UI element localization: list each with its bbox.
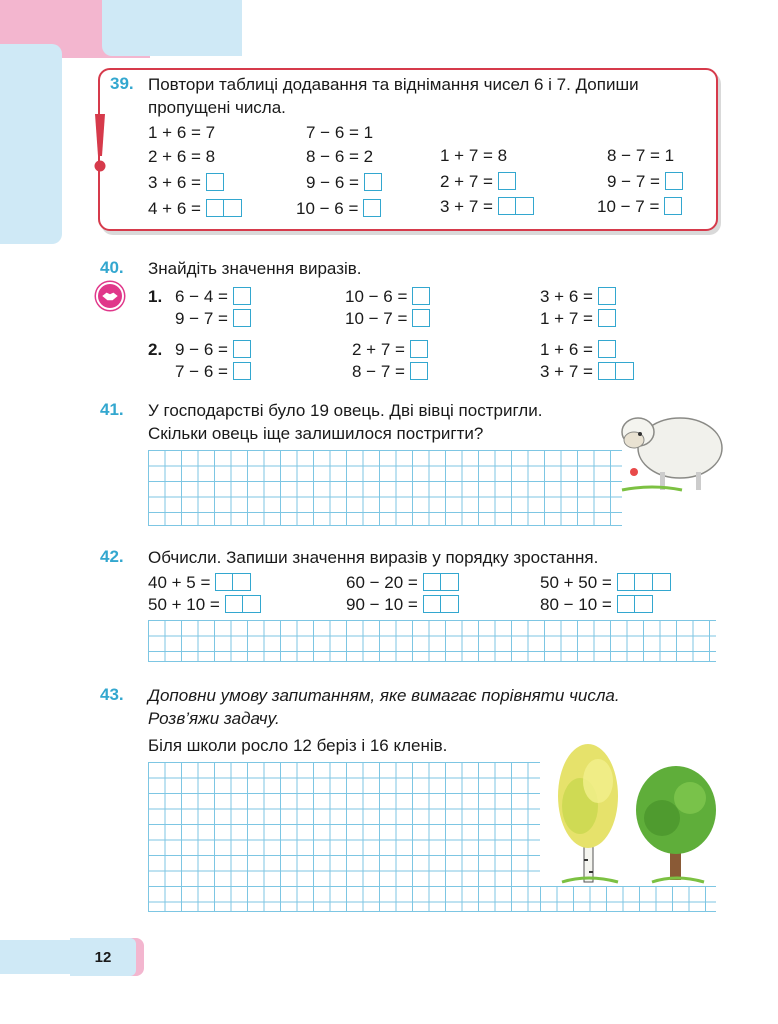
exercise-42-answer-grid[interactable] xyxy=(148,620,716,662)
answer-cell[interactable] xyxy=(598,309,616,327)
equation-with-blank: 60 − 20 = xyxy=(346,572,459,594)
equation: 8 − 7 = 1 xyxy=(607,146,675,165)
answer-cell[interactable] xyxy=(243,595,261,613)
equation-with-blank: 9 − 7 = xyxy=(607,171,683,193)
exercise-39-instruction-line1: Повтори таблиці додавання та віднімання чисел 6 і 7. Допиши xyxy=(148,75,639,94)
answer-cell[interactable] xyxy=(635,573,653,591)
exercise-41-line1: У господарстві було 19 овець. Дві вівці постригли. xyxy=(148,401,543,420)
equation-with-blank: 9 − 7 = xyxy=(175,308,251,330)
answer-cell[interactable] xyxy=(516,197,534,215)
answer-cell[interactable] xyxy=(363,199,381,217)
answer-cell[interactable] xyxy=(233,309,251,327)
answer-cell[interactable] xyxy=(410,362,428,380)
sheep-illustration xyxy=(612,400,724,492)
exercise-43-line2: Розв’яжи задачу. xyxy=(148,709,280,728)
equation: 8 − 6 = 2 xyxy=(306,147,374,166)
answer-cell[interactable] xyxy=(616,362,634,380)
maple-tree-illustration xyxy=(632,760,720,886)
equation-with-blank: 1 + 6 = xyxy=(540,339,616,361)
part-1-label: 1. xyxy=(148,287,163,306)
equation-with-blank: 9 − 6 = xyxy=(306,172,382,194)
equation: 1 + 7 = 8 xyxy=(440,146,508,165)
equation-with-blank: 80 − 10 = xyxy=(540,594,653,616)
exercise-40-number: 40. xyxy=(100,258,124,277)
answer-cell[interactable] xyxy=(410,340,428,358)
equation-with-blank: 3 + 7 = xyxy=(440,196,534,218)
answer-cell[interactable] xyxy=(598,340,616,358)
side-decoration-blue xyxy=(0,44,62,244)
equation-with-blank: 8 − 7 = xyxy=(352,361,428,383)
equation-with-blank: 10 − 7 = xyxy=(345,308,430,330)
equation-with-blank: 3 + 6 = xyxy=(540,286,616,308)
equation-with-blank: 9 − 6 = xyxy=(175,339,251,361)
answer-cell[interactable] xyxy=(653,573,671,591)
page-number: 12 xyxy=(70,938,136,976)
answer-cell[interactable] xyxy=(635,595,653,613)
answer-cell[interactable] xyxy=(233,340,251,358)
answer-cell[interactable] xyxy=(598,362,616,380)
exercise-43-line1: Доповни умову запитанням, яке вимагає порівняти числа. xyxy=(148,686,620,705)
equation-with-blank: 3 + 7 = xyxy=(540,361,634,383)
answer-cell[interactable] xyxy=(206,199,224,217)
part-2-label: 2. xyxy=(148,340,163,359)
answer-cell[interactable] xyxy=(664,197,682,215)
answer-cell[interactable] xyxy=(665,172,683,190)
equation-with-blank: 7 − 6 = xyxy=(175,361,251,383)
equation-with-blank: 10 − 6 = xyxy=(296,198,381,220)
exercise-42-number: 42. xyxy=(100,547,124,566)
equation-with-blank: 6 − 4 = xyxy=(175,286,251,308)
exercise-39-instruction-line2: пропущені числа. xyxy=(148,98,286,117)
answer-cell[interactable] xyxy=(206,173,224,191)
answer-cell[interactable] xyxy=(224,199,242,217)
equation-with-blank: 3 + 6 = xyxy=(148,172,224,194)
answer-cell[interactable] xyxy=(617,595,635,613)
answer-cell[interactable] xyxy=(364,173,382,191)
answer-cell[interactable] xyxy=(423,595,441,613)
equation-with-blank: 90 − 10 = xyxy=(346,594,459,616)
answer-cell[interactable] xyxy=(233,287,251,305)
answer-cell[interactable] xyxy=(225,595,243,613)
exercise-43-answer-grid[interactable] xyxy=(148,762,540,912)
answer-cell[interactable] xyxy=(233,573,251,591)
answer-cell[interactable] xyxy=(498,197,516,215)
exercise-42-title: Обчисли. Запиши значення виразів у порядку зростання. xyxy=(148,548,599,567)
exercise-39-number: 39. xyxy=(110,74,134,93)
answer-cell[interactable] xyxy=(617,573,635,591)
exercise-43-line3: Біля школи росло 12 беріз і 16 кленів. xyxy=(148,736,448,755)
page-number-bar xyxy=(0,940,70,974)
equation-with-blank: 2 + 7 = xyxy=(352,339,428,361)
answer-cell[interactable] xyxy=(412,287,430,305)
answer-cell[interactable] xyxy=(441,573,459,591)
equation-with-blank: 50 + 10 = xyxy=(148,594,261,616)
equation-with-blank: 10 − 7 = xyxy=(597,196,682,218)
equation: 1 + 6 = 7 xyxy=(148,123,216,142)
answer-cell[interactable] xyxy=(598,287,616,305)
exercise-43-answer-grid-extension[interactable] xyxy=(540,886,716,912)
equation-with-blank: 10 − 6 = xyxy=(345,286,430,308)
corner-decoration-blue xyxy=(102,0,242,56)
equation: 7 − 6 = 1 xyxy=(306,123,374,142)
answer-cell[interactable] xyxy=(233,362,251,380)
answer-cell[interactable] xyxy=(215,573,233,591)
equation-with-blank: 1 + 7 = xyxy=(540,308,616,330)
equation: 2 + 6 = 8 xyxy=(148,147,216,166)
exercise-41-number: 41. xyxy=(100,400,124,419)
exercise-41-answer-grid[interactable] xyxy=(148,450,622,526)
equation-with-blank: 50 + 50 = xyxy=(540,572,671,594)
equation-with-blank: 4 + 6 = xyxy=(148,198,242,220)
birch-tree-illustration xyxy=(548,736,628,886)
exercise-43-number: 43. xyxy=(100,685,124,704)
answer-cell[interactable] xyxy=(498,172,516,190)
equation-with-blank: 2 + 7 = xyxy=(440,171,516,193)
exercise-40-title: Знайдіть значення виразів. xyxy=(148,259,362,278)
answer-cell[interactable] xyxy=(412,309,430,327)
exclamation-icon xyxy=(92,112,108,174)
exercise-41-line2: Скільки овець іще залишилося постригти? xyxy=(148,424,484,443)
equation-with-blank: 40 + 5 = xyxy=(148,572,251,594)
answer-cell[interactable] xyxy=(441,595,459,613)
pair-work-icon xyxy=(96,282,124,310)
answer-cell[interactable] xyxy=(423,573,441,591)
